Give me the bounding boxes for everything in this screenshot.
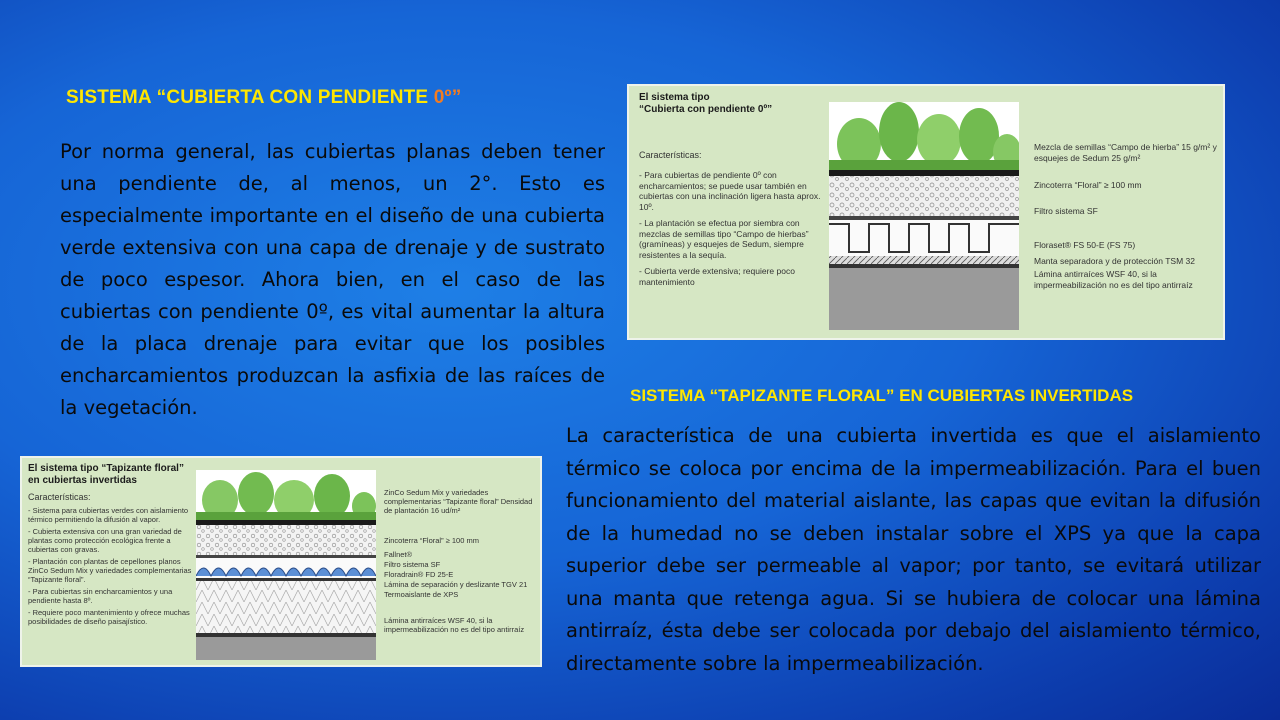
figure1-drainage-board — [829, 220, 1019, 256]
section1-title — [66, 87, 461, 109]
figure2-feature: - Requiere poco mantenimiento y ofrece muchas posibilidades de diseño paisajístico. — [28, 608, 190, 626]
figure2-subtitle: Características: — [28, 492, 91, 502]
figure2-layer-label: Floradrain® FD 25-E — [384, 570, 454, 579]
section2-paragraph: La característica de una cubierta invertida es que el aislamiento térmico se coloca por encima de la impermeabilización. Para el buen funcionamiento del material aislante, las capas que evitan la difusión de la humedad no se deben instalar sobre el XPS ya que la capa superior debe ser permeable al vapor; por tanto, se evitará utilizar una manta que retenga agua. Si se hubiera de colocar una lámina antirraíz, ésta debe ser colocada por debajo del aislamiento térmico, directamente sobre la impermeabilización. — [566, 424, 1261, 675]
figure1-layer-label: Lámina antirraíces WSF 40, si la impermeabilización no es del tipo antirraíz — [1034, 269, 1193, 290]
figure1-layer-labels — [1034, 86, 1224, 338]
figure2-feature: - Sistema para cubiertas verdes con aislamiento térmico permitiendo la difusión al vapor. — [28, 506, 189, 524]
section1-title-main: SISTEMA “CUBIERTA CON PENDIENTE — [66, 87, 434, 108]
figure2-layer-label: Filtro sistema SF — [384, 560, 441, 569]
figure2-layer-label: Lámina antirraíces WSF 40, si la impermeabilización no es del tipo antirraíz — [384, 616, 525, 634]
figure1-layer-label: Zincoterra “Floral” ≥ 100 mm — [1034, 180, 1142, 190]
figure1-title-line1: El sistema tipo — [639, 92, 710, 103]
figure2-layer-labels — [384, 458, 542, 665]
figure1-feature: - La plantación se efectua por siembra con mezclas de semillas tipo “Campo de hierbas” (gramíneas) y esquejes de Sedum, siempre resistentes a la sequía. — [639, 218, 809, 260]
figure2-layer-label: Termoaislante de XPS — [384, 590, 459, 599]
figure2-features — [28, 506, 196, 629]
figure1-layer-diagram — [829, 102, 1019, 330]
figure1-layer-label: Manta separadora y de protección TSM 32 — [1034, 256, 1195, 266]
figure2-layer-label: Fallnet® — [384, 550, 413, 559]
figure2-layer-label: ZinCo Sedum Mix y variedades complementarias “Tapizante floral” Densidad de plantación 16 ud/m² — [384, 488, 533, 515]
figure1-feature: - Cubierta verde extensiva; requiere poco mantenimiento — [639, 266, 795, 287]
section1-title-accent: 0º” — [433, 87, 462, 108]
figure1-layer-label: Mezcla de semillas “Campo de hierba” 15 g/m² y esquejes de Sedum 25 g/m² — [1034, 142, 1217, 163]
figure1-layer-label: Floraset® FS 50-E (FS 75) — [1034, 240, 1136, 250]
figure2-feature: - Cubierta extensiva con una gran variedad de plantas como protección ecológica frente a cubiertas con gravas. — [28, 527, 182, 554]
figure2-feature: - Plantación con plantas de cepellones planos ZinCo Sedum Mix y variedades complementarias “Tapizante floral”. — [28, 557, 192, 584]
figure2-layer-diagram — [196, 470, 376, 660]
figure2-layer-label: Lámina de separación y deslizante TGV 21 — [384, 580, 528, 589]
figure-tapizante-floral — [20, 456, 542, 667]
figure1-title — [639, 92, 772, 116]
section1-paragraph: Por norma general, las cubiertas planas deben tener una pendiente de, al menos, un 2°. Esto es especialmente importante en el diseño de una cubierta verde extensiva con una capa de drenaje y de sustrato de poco espesor. Ahora bien, en el caso de las cubiertas con pendiente 0º, es vital aumentar la altura de la placa drenaje para evitar que los posibles encharcamientos produzcan la asfixia de las raíces de la vegetación. — [60, 140, 605, 419]
figure2-drainage-board — [196, 558, 376, 578]
figure-cubierta-pendiente-0 — [627, 84, 1225, 340]
figure2-title — [28, 463, 184, 487]
figure2-feature: - Para cubiertas sin encharcamientos y una pendiente hasta 8º. — [28, 587, 173, 605]
figure1-feature: - Para cubiertas de pendiente 0º con encharcamientos; se puede usar también en cubiertas con una inclinación ligera hasta aprox. 10º. — [639, 170, 821, 212]
figure2-title-line2: en cubiertas invertidas — [28, 475, 137, 486]
section2-title: SISTEMA “TAPIZANTE FLORAL” EN CUBIERTAS INVERTIDAS — [630, 386, 1134, 405]
figure1-subtitle: Características: — [639, 150, 702, 160]
figure1-features — [639, 170, 824, 293]
figure1-title-line2: “Cubierta con pendiente 0º” — [639, 104, 773, 115]
figure2-layer-label: Zincoterra “Floral” ≥ 100 mm — [384, 536, 479, 545]
figure1-layer-label: Filtro sistema SF — [1034, 206, 1098, 216]
figure2-title-line1: El sistema tipo “Tapizante floral” — [28, 463, 184, 474]
